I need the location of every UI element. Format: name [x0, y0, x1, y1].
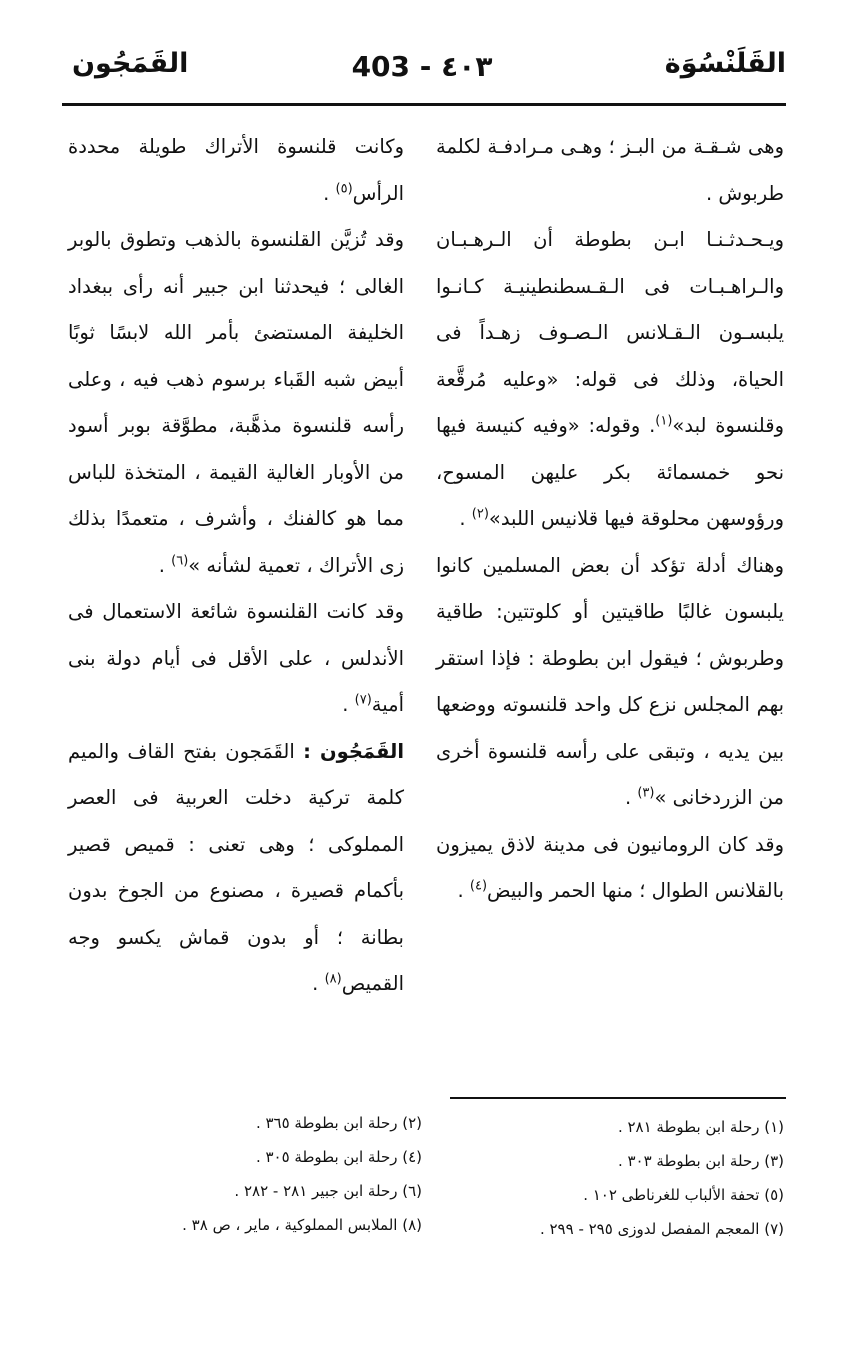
paragraph	[68, 124, 404, 217]
paragraph	[436, 217, 784, 543]
paragraph	[436, 543, 784, 822]
footnote-ref[interactable]: (٢)	[471, 506, 489, 522]
paragraph	[68, 217, 404, 589]
paragraph-text: وقد تُزيَّن القلنسوة بالذهب وتطوق بالوبر الغالى ؛ فيحدثنا ابن جبير أنه رأى ببغداد الخليفة المستضئ بأمر الله لابسًا ثوبًا أبيض شبه القَباء برسوم ذهب فيه ، وعلى رأسه قلنسوة مذهَّبة، مطوَّقة بوبر أسود من الأوبار الغالية القيمة ، المتخذة للباس مما هو كالفنك ، وأشرف ، متعمدًا بذلك زى الأتراك ، تعمية لشأنه »	[68, 228, 404, 577]
footnote: (٣) رحلة ابن بطوطة ٣٠٣ .	[617, 1152, 784, 1170]
footnote: (٦) رحلة ابن جبير ٢٨١ - ٢٨٢ .	[234, 1182, 422, 1200]
paragraph-text: .	[342, 693, 355, 716]
running-head-right: القَلَنْسُوَة	[664, 48, 786, 79]
footnote: (٤) رحلة ابن بطوطة ٣٠٥ .	[255, 1148, 422, 1166]
left-column	[68, 124, 404, 1008]
footnote: (٢) رحلة ابن بطوطة ٣٦٥ .	[255, 1114, 422, 1132]
paragraph	[68, 589, 404, 729]
entry-headword: القَمَجُون :	[303, 739, 405, 763]
paragraph-text: .	[158, 553, 172, 577]
footnote-ref[interactable]: (١)	[655, 413, 673, 429]
paragraph-text: وقد كان الرومانيون فى مدينة لاذق يميزون بالقلانس الطوال ؛ منها الحمر والبيض	[436, 832, 784, 902]
footnote: (١) رحلة ابن بطوطة ٢٨١ .	[617, 1118, 784, 1136]
paragraph-text: ويـحـدثـنـا ابـن بطوطة أن الـرهـبـان والـراهـبـات فى الـقـسطنطينيـة كـانـوا يلبسـون الـقـلانس الـصـوف زهـداً فى الحياة، وذلك فى قوله: «وعليه مُرقَّعة وقلنسوة لبد»	[436, 228, 784, 437]
right-column	[436, 124, 784, 915]
footnote: (٨) الملابس المملوكية ، ماير ، ص ٣٨ .	[182, 1216, 422, 1234]
page-number: 403 - ٤٠٣	[351, 50, 493, 83]
footnote-ref[interactable]: (٦)	[171, 553, 189, 568]
paragraph	[436, 124, 784, 217]
header-rule	[62, 103, 786, 106]
paragraph-text: .	[323, 181, 336, 205]
footnote-ref[interactable]: (٣)	[637, 785, 655, 801]
paragraph-text: .	[459, 507, 472, 530]
footnote-rule	[450, 1097, 786, 1099]
paragraph-text: وهناك أدلة تؤكد أن بعض المسلمين كانوا يلبسون غالبًا طاقيتين أو كلوتتين: طاقية وطربوش ؛ فيقول ابن بطوطة : فإذا استقر بهم المجلس نزع كل واحد قلنسوته ووضعها بين يديه ، وتبقى على رأسه قلنسوة أخرى من الزردخانى »	[436, 553, 784, 809]
footnote-ref[interactable]: (٤)	[469, 878, 488, 894]
paragraph	[68, 729, 404, 1008]
paragraph	[436, 822, 784, 915]
paragraph-text: وقد كانت القلنسوة شائعة الاستعمال فى الأندلس ، على الأقل فى أيام دولة بنى أمية	[68, 600, 404, 716]
footnote-ref[interactable]: (٥)	[335, 181, 353, 196]
footnotes-right	[430, 1110, 784, 1246]
paragraph-text: وهى شـقـة من البـز ؛ وهـى مـرادفـة لكلمة طربوش .	[436, 135, 784, 205]
paragraph-text: .	[624, 786, 638, 809]
paragraph-text: .	[457, 879, 470, 902]
footnotes-left	[100, 1106, 422, 1242]
paragraph-text: القَمَجون بفتح القاف والميم كلمة تركية دخلت العربية فى العصر المملوكى ؛ وهى تعنى : قميص قصير بأكمام قصيرة ، مصنوع من الجوخ بدون بطانة ؛ أو بدون قماش يكسو وجه القميص	[68, 739, 404, 995]
paragraph-text: وكانت قلنسوة الأتراك طويلة محددة الرأس	[68, 135, 404, 205]
footnote: (٥) تحفة الألباب للغرناطى ١٠٢ .	[583, 1186, 784, 1204]
footnote-ref[interactable]: (٧)	[354, 692, 372, 708]
footnote: (٧) المعجم المفصل لدوزى ٢٩٥ - ٢٩٩ .	[539, 1220, 784, 1238]
paragraph-text: .	[312, 972, 325, 995]
footnote-ref[interactable]: (٨)	[324, 971, 342, 987]
running-head-left: القَمَجُون	[72, 48, 189, 79]
paragraph-text: . وقوله: «وفيه كنيسة فيها نحو خمسمائة بكر عليهن المسوح، ورؤوسهن محلوقة فيها قلانيس اللبد»	[436, 414, 784, 530]
